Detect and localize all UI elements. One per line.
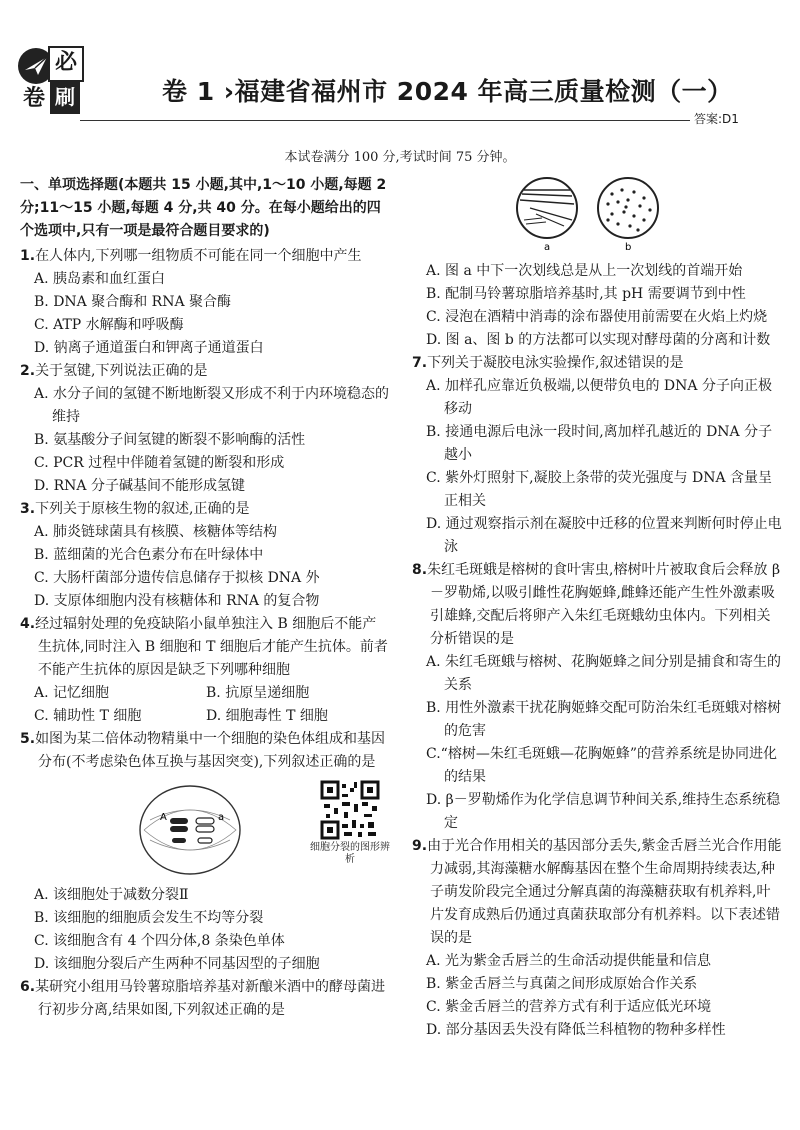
option-c[interactable]: C. ATP 水解酶和呼吸酶 xyxy=(34,317,184,333)
question-7 xyxy=(412,352,784,559)
option-c[interactable]: C. 紫金舌唇兰的营养方式有利于适应低光环境 xyxy=(426,999,712,1015)
question-stem: 经过辐射处理的免疫缺陷小鼠单独注入 B 细胞后不能产生抗体,同时注入 B 细胞和 T 细胞后才能产生抗体。前者不能产生抗体的原因是缺乏下列哪种细胞 xyxy=(35,616,388,678)
question-stem: 在人体内,下列哪一组物质不可能在同一个细胞中产生 xyxy=(35,248,362,264)
question-3 xyxy=(20,498,390,613)
option-a[interactable]: A. 图 a 中下一次划线总是从上一次划线的首端开始 xyxy=(426,263,743,279)
question-stem: 朱红毛斑蛾是榕树的食叶害虫,榕树叶片被取食后会释放 β－罗勒烯,以吸引雌性花胸姬蜂,雌蜂还能产生性外激素吸引雄蜂,交配后将卵产入朱红毛斑蛾幼虫体内。下列相关分析错误的是 xyxy=(427,562,781,647)
option-d[interactable]: D. 部分基因丢失没有降低兰科植物的物种多样性 xyxy=(426,1022,726,1038)
question-stem: 下列关于凝胶电泳实验操作,叙述错误的是 xyxy=(427,355,684,371)
exam-intro: 本试卷满分 100 分,考试时间 75 分钟。 xyxy=(284,150,516,165)
option-b[interactable]: B. 该细胞的细胞质会发生不均等分裂 xyxy=(34,910,264,926)
question-1 xyxy=(20,245,390,360)
question-number: 7. xyxy=(412,355,428,371)
question-number: 3. xyxy=(20,501,36,517)
question-2 xyxy=(20,360,390,498)
qr-caption: 细胞分裂的图形辨析 xyxy=(310,842,390,865)
right-column xyxy=(412,174,784,1042)
question-6 xyxy=(20,976,390,1022)
option-c[interactable]: C.“榕树—朱红毛斑蛾—花胸姬蜂”的营养系统是协同进化的结果 xyxy=(426,746,777,785)
header-divider xyxy=(80,120,690,121)
question-6-options xyxy=(412,260,784,352)
option-c[interactable]: C. 该细胞含有 4 个四分体,8 条染色单体 xyxy=(34,933,285,949)
question-4 xyxy=(20,613,390,728)
question-5 xyxy=(20,728,390,976)
option-d[interactable]: D. 钠离子通道蛋白和钾离子通道蛋白 xyxy=(34,340,264,356)
option-c[interactable]: C. 大肠杆菌部分遗传信息储存于拟核 DNA 外 xyxy=(34,570,320,586)
option-d[interactable]: D. RNA 分子碱基间不能形成氢键 xyxy=(34,478,245,494)
option-c[interactable]: C. 浸泡在酒精中消毒的涂布器使用前需要在火焰上灼烧 xyxy=(426,309,768,325)
question-number: 1. xyxy=(20,248,36,264)
answer-code: 答案:D1 xyxy=(694,112,739,126)
option-a[interactable]: A. 水分子间的氢键不断地断裂又形成不利于内环境稳态的维持 xyxy=(34,386,390,425)
option-b[interactable]: B. 抗原呈递细胞 xyxy=(206,685,310,701)
option-a[interactable]: A. 光为紫金舌唇兰的生命活动提供能量和信息 xyxy=(426,953,712,969)
gene-label-a-upper: A xyxy=(160,812,167,823)
option-d[interactable]: D. 通过观察指示剂在凝胶中迁移的位置来判断何时停止电泳 xyxy=(426,516,782,555)
logo xyxy=(18,46,80,116)
question-stem: 下列关于原核生物的叙述,正确的是 xyxy=(35,501,250,517)
option-c[interactable]: C. 辅助性 T 细胞 xyxy=(34,708,142,724)
logo-char-shua: 刷 xyxy=(50,80,80,114)
question-number: 2. xyxy=(20,363,36,379)
option-b[interactable]: B. 紫金舌唇兰与真菌之间形成原始合作关系 xyxy=(426,976,698,992)
page-title: 卷 1 ›福建省福州市 2024 年高三质量检测（一） xyxy=(162,77,733,106)
question-number: 8. xyxy=(412,562,428,578)
option-a[interactable]: A. 该细胞处于减数分裂Ⅱ xyxy=(34,887,189,903)
question-number: 9. xyxy=(412,838,428,854)
qr-code-icon[interactable] xyxy=(320,780,380,840)
culture-plates-figure xyxy=(412,174,784,254)
option-d[interactable]: D. 该细胞分裂后产生两种不同基因型的子细胞 xyxy=(34,956,320,972)
option-c[interactable]: C. 紫外灯照射下,凝胶上条带的荧光强度与 DNA 含量呈正相关 xyxy=(426,470,773,509)
question-number: 6. xyxy=(20,979,36,995)
plate-label-a: a xyxy=(544,242,551,253)
plates-figure xyxy=(412,174,784,254)
question-9 xyxy=(412,835,784,1042)
cell-division-figure xyxy=(20,780,390,880)
logo-char-juan: 卷 xyxy=(22,86,45,111)
section-heading: 一、单项选择题(本题共 15 小题,其中,1～10 小题,每题 2 分;11～15 小题,每题 4 分,共 40 分。在每小题给出的四个选项中,只有一项是最符合题目要求的) xyxy=(20,177,387,239)
page-header xyxy=(14,40,784,130)
option-b[interactable]: B. 氨基酸分子间氢键的断裂不影响酶的活性 xyxy=(34,432,306,448)
option-d[interactable]: D. β－罗勒烯作为化学信息调节种间关系,维持生态系统稳定 xyxy=(426,792,781,831)
option-b[interactable]: B. DNA 聚合酶和 RNA 聚合酶 xyxy=(34,294,232,310)
option-a[interactable]: A. 肺炎链球菌具有核膜、核糖体等结构 xyxy=(34,524,278,540)
logo-char-bi: 必 xyxy=(48,46,84,82)
question-stem: 某研究小组用马铃薯琼脂培养基对新酿米酒中的酵母菌进行初步分离,结果如图,下列叙述正确的是 xyxy=(35,979,386,1018)
question-stem: 关于氢键,下列说法正确的是 xyxy=(35,363,208,379)
option-d[interactable]: D. 图 a、图 b 的方法都可以实现对酵母菌的分离和计数 xyxy=(426,332,771,348)
option-b[interactable]: B. 蓝细菌的光合色素分布在叶绿体中 xyxy=(34,547,264,563)
question-8 xyxy=(412,559,784,835)
option-a[interactable]: A. 记忆细胞 xyxy=(34,685,110,701)
option-a[interactable]: A. 胰岛素和血红蛋白 xyxy=(34,271,166,287)
option-a[interactable]: A. 加样孔应靠近负极端,以便带负电的 DNA 分子向正极移动 xyxy=(426,378,772,417)
gene-label-a-lower: a xyxy=(218,812,225,823)
left-column xyxy=(20,174,390,1022)
plate-label-b: b xyxy=(625,242,632,253)
option-b[interactable]: B. 接通电源后电泳一段时间,离加样孔越近的 DNA 分子越小 xyxy=(426,424,773,463)
option-d[interactable]: D. 细胞毒性 T 细胞 xyxy=(206,708,328,724)
option-d[interactable]: D. 支原体细胞内没有核糖体和 RNA 的复合物 xyxy=(34,593,320,609)
option-b[interactable]: B. 用性外激素干扰花胸姬蜂交配可防治朱红毛斑蛾对榕树的危害 xyxy=(426,700,782,739)
question-number: 5. xyxy=(20,731,36,747)
option-a[interactable]: A. 朱红毛斑蛾与榕树、花胸姬蜂之间分别是捕食和寄生的关系 xyxy=(426,654,782,693)
question-stem: 由于光合作用相关的基因部分丢失,紫金舌唇兰光合作用能力减弱,其海藻糖水解酶基因在整个生命周期持续表达,种子萌发阶段完全通过分解真菌的海藻糖获取有机养料,叶片发育成熟后仍通过真菌获取部分有机养料。以下表述错误的是 xyxy=(427,838,782,946)
question-number: 4. xyxy=(20,616,36,632)
option-c[interactable]: C. PCR 过程中伴随着氢键的断裂和形成 xyxy=(34,455,285,471)
question-stem: 如图为某二倍体动物精巢中一个细胞的染色体组成和基因分布(不考虑染色体互换与基因突变),下列叙述正确的是 xyxy=(35,731,386,770)
option-b[interactable]: B. 配制马铃薯琼脂培养基时,其 pH 需要调节到中性 xyxy=(426,286,746,302)
cell-figure xyxy=(20,780,310,880)
